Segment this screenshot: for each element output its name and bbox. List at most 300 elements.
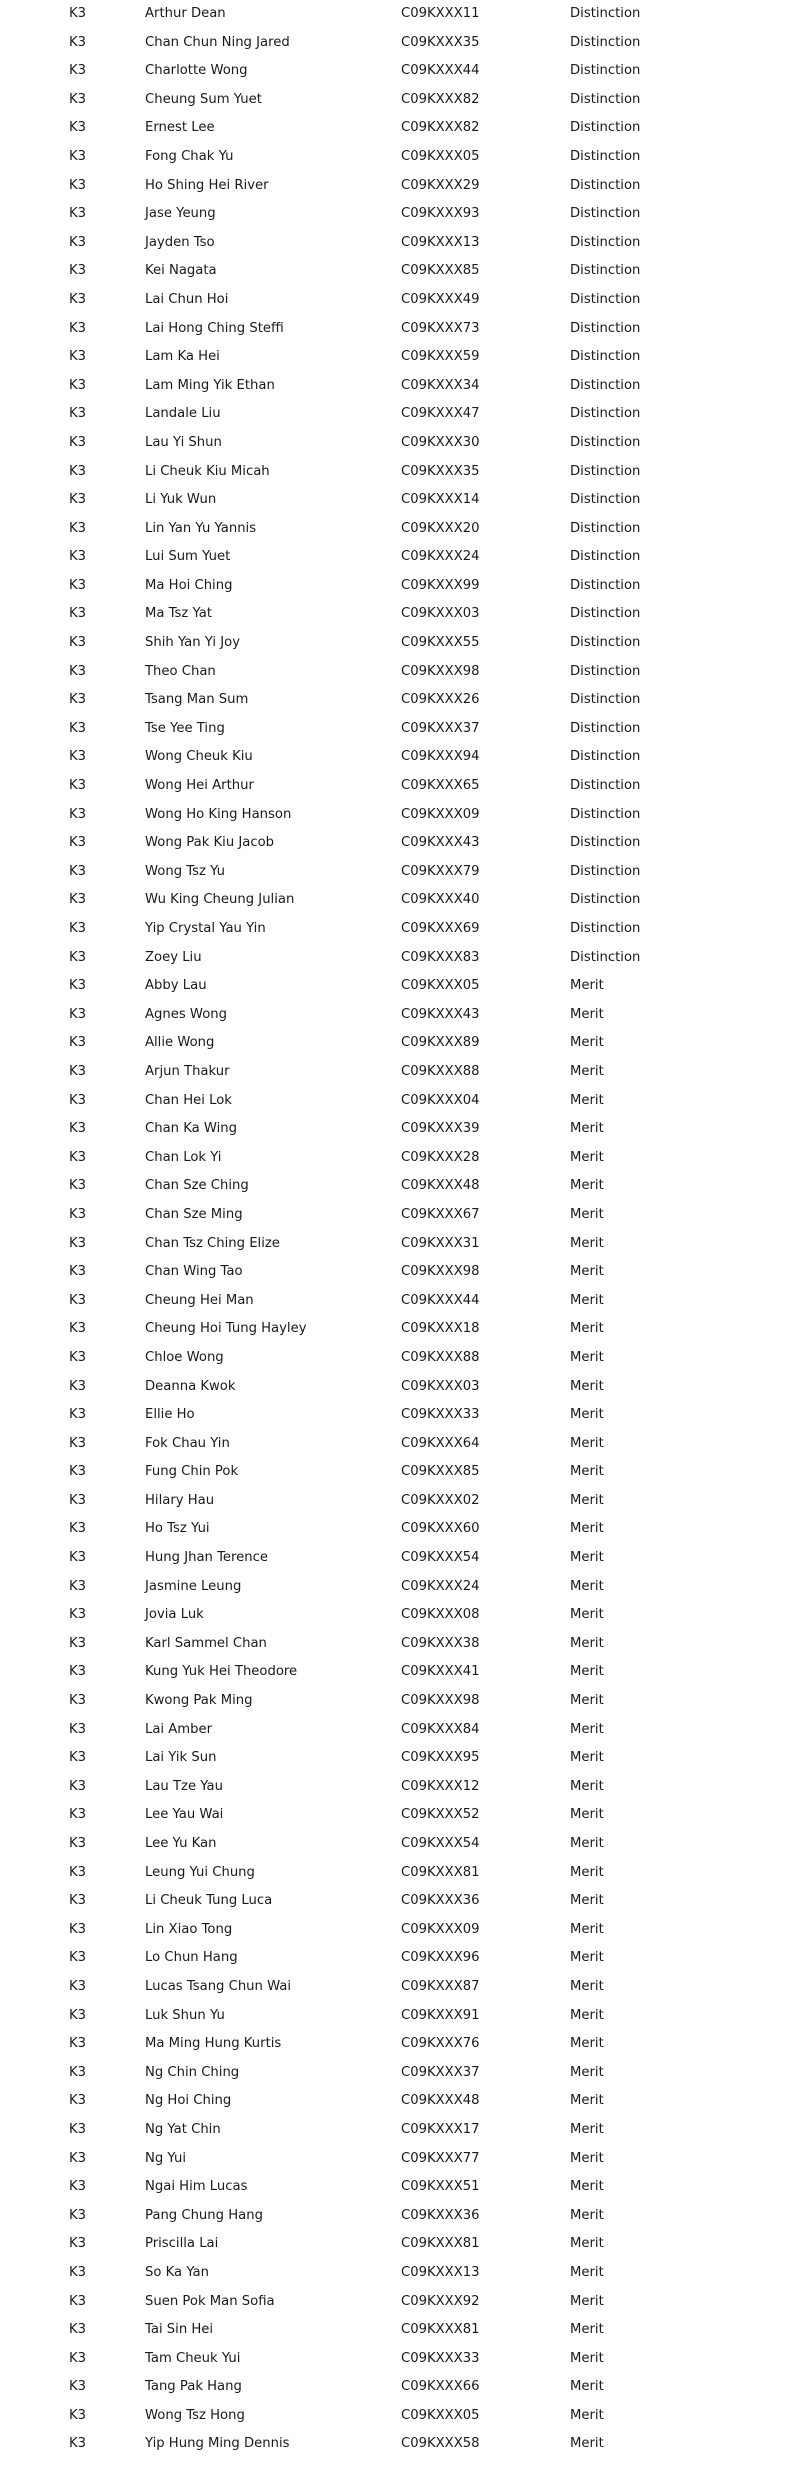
list-item: [0, 1887, 800, 1916]
row-candidate-id-cell: C09KXXX76: [401, 2036, 480, 2052]
row-class-cell: K3: [69, 1978, 87, 1994]
row-name-cell: Lai Amber: [145, 1721, 213, 1737]
row-award-cell: Distinction: [570, 91, 641, 107]
row-class-cell: K3: [69, 34, 87, 50]
row-candidate-id-cell: C09KXXX43: [401, 835, 480, 851]
row-class-cell: K3: [69, 921, 87, 936]
row-name-cell: Li Yuk Wun: [145, 492, 217, 508]
row-name-cell: Lee Yu Kan: [145, 1836, 217, 1851]
row-award-cell: Merit: [570, 1092, 604, 1108]
row-candidate-id-cell: C09KXXX89: [401, 1035, 480, 1051]
row-name-cell: Wu King Cheung Julian: [145, 892, 295, 908]
row-name-cell: Cheung Hoi Tung Hayley: [145, 1321, 307, 1337]
row-name-cell: Jase Yeung: [145, 206, 216, 222]
row-name-cell: Wong Cheuk Kiu: [145, 749, 253, 765]
list-item: [0, 114, 800, 143]
row-class-cell: K3: [69, 2379, 87, 2395]
row-candidate-id-cell: C09KXXX31: [401, 1235, 480, 1251]
row-class-cell: K3: [69, 1121, 87, 1137]
row-award-cell: Distinction: [570, 520, 641, 536]
row-name-cell: Ngai Him Lucas: [145, 2179, 248, 2195]
row-award-cell: Merit: [570, 1978, 604, 1994]
row-name-cell: Cheung Hei Man: [145, 1292, 254, 1308]
row-class-cell: K3: [69, 635, 87, 651]
row-name-cell: Chan Chun Ning Jared: [145, 34, 290, 50]
row-class-cell: K3: [69, 1206, 87, 1222]
list-item: [0, 2373, 800, 2402]
row-name-cell: Ng Yat Chin: [145, 2121, 221, 2137]
row-name-cell: Fung Chin Pok: [145, 1464, 239, 1480]
row-candidate-id-cell: C09KXXX49: [401, 291, 480, 307]
row-award-cell: Distinction: [570, 177, 641, 193]
row-award-cell: Merit: [570, 2264, 604, 2280]
row-candidate-id-cell: C09KXXX88: [401, 1063, 480, 1079]
row-name-cell: Priscilla Lai: [145, 2236, 219, 2252]
row-class-cell: K3: [69, 2121, 87, 2137]
list-item: [0, 2030, 800, 2059]
row-name-cell: Arthur Dean: [145, 6, 226, 21]
row-candidate-id-cell: C09KXXX39: [401, 1121, 480, 1137]
row-class-cell: K3: [69, 835, 87, 851]
row-award-cell: Merit: [570, 1778, 604, 1794]
row-candidate-id-cell: C09KXXX82: [401, 120, 480, 136]
list-item: [0, 2116, 800, 2145]
row-award-cell: Merit: [570, 1435, 604, 1451]
row-name-cell: Chan Wing Tao: [145, 1264, 243, 1280]
row-candidate-id-cell: C09KXXX05: [401, 148, 480, 164]
row-candidate-id-cell: C09KXXX69: [401, 921, 480, 936]
list-item: [0, 229, 800, 258]
row-candidate-id-cell: C09KXXX20: [401, 520, 480, 536]
row-class-cell: K3: [69, 949, 87, 965]
row-award-cell: Merit: [570, 1864, 604, 1880]
row-candidate-id-cell: C09KXXX37: [401, 2064, 480, 2080]
row-name-cell: Luk Shun Yu: [145, 2007, 225, 2023]
row-award-cell: Distinction: [570, 806, 641, 822]
list-item: [0, 1601, 800, 1630]
list-item: [0, 2087, 800, 2116]
row-name-cell: Ng Yui: [145, 2150, 186, 2166]
row-candidate-id-cell: C09KXXX47: [401, 406, 480, 422]
list-item: [0, 658, 800, 687]
row-name-cell: Lui Sum Yuet: [145, 549, 231, 565]
row-award-cell: Merit: [570, 1378, 604, 1394]
row-award-cell: Distinction: [570, 148, 641, 164]
row-candidate-id-cell: C09KXXX24: [401, 549, 480, 565]
row-award-cell: Merit: [570, 1950, 604, 1966]
row-class-cell: K3: [69, 263, 87, 279]
list-item: [0, 686, 800, 715]
row-class-cell: K3: [69, 663, 87, 679]
row-class-cell: K3: [69, 1349, 87, 1365]
row-candidate-id-cell: C09KXXX98: [401, 1693, 480, 1709]
row-award-cell: Merit: [570, 2207, 604, 2223]
row-candidate-id-cell: C09KXXX96: [401, 1950, 480, 1966]
row-name-cell: Lee Yau Wai: [145, 1807, 224, 1823]
row-award-cell: Distinction: [570, 291, 641, 307]
list-item: [0, 2059, 800, 2088]
row-candidate-id-cell: C09KXXX02: [401, 1492, 480, 1508]
row-award-cell: Distinction: [570, 320, 641, 336]
list-item: [0, 801, 800, 830]
list-item: [0, 1344, 800, 1373]
row-candidate-id-cell: C09KXXX35: [401, 463, 480, 479]
row-award-cell: Merit: [570, 1407, 604, 1423]
list-item: [0, 200, 800, 229]
row-candidate-id-cell: C09KXXX26: [401, 692, 480, 708]
row-class-cell: K3: [69, 577, 87, 593]
row-class-cell: K3: [69, 1550, 87, 1566]
row-award-cell: Merit: [570, 2093, 604, 2109]
row-name-cell: Ernest Lee: [145, 120, 215, 136]
row-award-cell: Distinction: [570, 34, 641, 50]
list-item: [0, 886, 800, 915]
row-name-cell: Landale Liu: [145, 406, 221, 422]
list-item: [0, 1258, 800, 1287]
row-name-cell: Jasmine Leung: [145, 1578, 242, 1594]
list-item: [0, 1916, 800, 1945]
row-class-cell: K3: [69, 2207, 87, 2223]
list-item: [0, 0, 800, 29]
row-name-cell: Suen Pok Man Sofia: [145, 2293, 275, 2309]
row-candidate-id-cell: C09KXXX37: [401, 720, 480, 736]
list-item: [0, 2345, 800, 2374]
list-item: [0, 772, 800, 801]
row-award-cell: Merit: [570, 1006, 604, 1022]
row-award-cell: Merit: [570, 2293, 604, 2309]
row-name-cell: Tse Yee Ting: [145, 720, 225, 736]
row-award-cell: Merit: [570, 2322, 604, 2338]
row-class-cell: K3: [69, 720, 87, 736]
row-name-cell: Li Cheuk Kiu Micah: [145, 463, 270, 479]
list-item: [0, 1573, 800, 1602]
row-award-cell: Distinction: [570, 949, 641, 965]
list-item: [0, 1201, 800, 1230]
row-award-cell: Distinction: [570, 434, 641, 450]
row-class-cell: K3: [69, 2064, 87, 2080]
list-item: [0, 1630, 800, 1659]
row-candidate-id-cell: C09KXXX65: [401, 778, 480, 794]
row-award-cell: Merit: [570, 1264, 604, 1280]
row-class-cell: K3: [69, 1778, 87, 1794]
list-item: [0, 1544, 800, 1573]
row-award-cell: Merit: [570, 2350, 604, 2366]
row-class-cell: K3: [69, 2436, 87, 2452]
row-name-cell: Deanna Kwok: [145, 1378, 236, 1394]
row-candidate-id-cell: C09KXXX82: [401, 91, 480, 107]
list-item: [0, 2288, 800, 2317]
list-item: [0, 286, 800, 315]
row-candidate-id-cell: C09KXXX66: [401, 2379, 480, 2395]
row-class-cell: K3: [69, 2236, 87, 2252]
row-name-cell: Wong Hei Arthur: [145, 778, 254, 794]
row-class-cell: K3: [69, 63, 87, 79]
row-award-cell: Merit: [570, 1035, 604, 1051]
row-class-cell: K3: [69, 2407, 87, 2423]
row-name-cell: Yip Hung Ming Dennis: [145, 2436, 290, 2452]
row-award-cell: Merit: [570, 2407, 604, 2423]
list-item: [0, 858, 800, 887]
row-class-cell: K3: [69, 492, 87, 508]
row-name-cell: Chan Sze Ming: [145, 1206, 243, 1222]
row-award-cell: Distinction: [570, 921, 641, 936]
row-award-cell: Distinction: [570, 63, 641, 79]
row-class-cell: K3: [69, 320, 87, 336]
row-award-cell: Merit: [570, 2007, 604, 2023]
row-class-cell: K3: [69, 1664, 87, 1680]
row-class-cell: K3: [69, 1893, 87, 1909]
row-class-cell: K3: [69, 1950, 87, 1966]
row-class-cell: K3: [69, 806, 87, 822]
row-class-cell: K3: [69, 291, 87, 307]
row-name-cell: Yip Crystal Yau Yin: [145, 921, 266, 936]
row-class-cell: K3: [69, 91, 87, 107]
list-item: [0, 1172, 800, 1201]
row-award-cell: Merit: [570, 1349, 604, 1365]
row-class-cell: K3: [69, 406, 87, 422]
row-award-cell: Distinction: [570, 577, 641, 593]
list-item: [0, 172, 800, 201]
row-candidate-id-cell: C09KXXX54: [401, 1550, 480, 1566]
row-award-cell: Merit: [570, 1836, 604, 1851]
row-class-cell: K3: [69, 434, 87, 450]
row-award-cell: Distinction: [570, 463, 641, 479]
row-name-cell: Leung Yui Chung: [145, 1864, 255, 1880]
row-class-cell: K3: [69, 978, 87, 994]
list-item: [0, 1859, 800, 1888]
row-candidate-id-cell: C09KXXX98: [401, 663, 480, 679]
row-class-cell: K3: [69, 349, 87, 365]
list-item: [0, 1773, 800, 1802]
row-name-cell: Jovia Luk: [145, 1607, 204, 1623]
list-item: [0, 1744, 800, 1773]
row-name-cell: Wong Ho King Hanson: [145, 806, 292, 822]
row-class-cell: K3: [69, 177, 87, 193]
row-name-cell: Kei Nagata: [145, 263, 217, 279]
row-name-cell: Hilary Hau: [145, 1492, 215, 1508]
row-class-cell: K3: [69, 520, 87, 536]
list-item: [0, 829, 800, 858]
row-award-cell: Merit: [570, 1149, 604, 1165]
list-item: [0, 400, 800, 429]
list-item: [0, 2145, 800, 2174]
row-candidate-id-cell: C09KXXX94: [401, 749, 480, 765]
row-candidate-id-cell: C09KXXX08: [401, 1607, 480, 1623]
row-award-cell: Distinction: [570, 120, 641, 136]
row-award-cell: Merit: [570, 1292, 604, 1308]
list-item: [0, 972, 800, 1001]
row-name-cell: Ho Tsz Yui: [145, 1521, 210, 1537]
row-candidate-id-cell: C09KXXX95: [401, 1750, 480, 1766]
row-name-cell: Ho Shing Hei River: [145, 177, 269, 193]
row-candidate-id-cell: C09KXXX40: [401, 892, 480, 908]
row-candidate-id-cell: C09KXXX05: [401, 2407, 480, 2423]
row-award-cell: Merit: [570, 1807, 604, 1823]
row-class-cell: K3: [69, 1521, 87, 1537]
row-award-cell: Merit: [570, 1750, 604, 1766]
row-candidate-id-cell: C09KXXX17: [401, 2121, 480, 2137]
row-award-cell: Merit: [570, 1635, 604, 1651]
row-name-cell: Wong Tsz Yu: [145, 863, 226, 879]
row-class-cell: K3: [69, 148, 87, 164]
row-candidate-id-cell: C09KXXX83: [401, 949, 480, 965]
row-award-cell: Merit: [570, 1206, 604, 1222]
row-class-cell: K3: [69, 120, 87, 136]
row-candidate-id-cell: C09KXXX38: [401, 1635, 480, 1651]
row-award-cell: Merit: [570, 1321, 604, 1337]
row-award-cell: Merit: [570, 2436, 604, 2452]
row-candidate-id-cell: C09KXXX09: [401, 806, 480, 822]
row-class-cell: K3: [69, 2007, 87, 2023]
list-item: [0, 515, 800, 544]
row-name-cell: Chan Hei Lok: [145, 1092, 232, 1108]
row-class-cell: K3: [69, 549, 87, 565]
row-name-cell: Chan Sze Ching: [145, 1178, 249, 1194]
list-item: [0, 315, 800, 344]
row-class-cell: K3: [69, 1693, 87, 1709]
list-item: [0, 1944, 800, 1973]
row-candidate-id-cell: C09KXXX79: [401, 863, 480, 879]
row-name-cell: Lam Ming Yik Ethan: [145, 377, 275, 393]
row-award-cell: Distinction: [570, 692, 641, 708]
row-award-cell: Merit: [570, 1178, 604, 1194]
row-candidate-id-cell: C09KXXX99: [401, 577, 480, 593]
row-candidate-id-cell: C09KXXX24: [401, 1578, 480, 1594]
row-candidate-id-cell: C09KXXX73: [401, 320, 480, 336]
list-item: [0, 543, 800, 572]
row-award-cell: Merit: [570, 1578, 604, 1594]
row-class-cell: K3: [69, 1035, 87, 1051]
row-candidate-id-cell: C09KXXX13: [401, 2264, 480, 2280]
list-item: [0, 1230, 800, 1259]
row-award-cell: Distinction: [570, 749, 641, 765]
row-name-cell: Ng Hoi Ching: [145, 2093, 232, 2109]
row-award-cell: Merit: [570, 2121, 604, 2137]
row-award-cell: Distinction: [570, 635, 641, 651]
list-item: [0, 1658, 800, 1687]
row-candidate-id-cell: C09KXXX44: [401, 1292, 480, 1308]
row-award-cell: Distinction: [570, 663, 641, 679]
row-name-cell: Ma Ming Hung Kurtis: [145, 2036, 282, 2052]
row-award-cell: Merit: [570, 1721, 604, 1737]
list-item: [0, 86, 800, 115]
row-candidate-id-cell: C09KXXX91: [401, 2007, 480, 2023]
row-award-cell: Distinction: [570, 863, 641, 879]
row-candidate-id-cell: C09KXXX33: [401, 2350, 480, 2366]
row-class-cell: K3: [69, 2093, 87, 2109]
row-name-cell: Lau Yi Shun: [145, 434, 222, 450]
list-item: [0, 1801, 800, 1830]
row-name-cell: Wong Pak Kiu Jacob: [145, 835, 275, 851]
list-item: [0, 1373, 800, 1402]
row-name-cell: Jayden Tso: [145, 234, 215, 250]
row-candidate-id-cell: C09KXXX81: [401, 1864, 480, 1880]
row-award-cell: Merit: [570, 1664, 604, 1680]
row-candidate-id-cell: C09KXXX67: [401, 1206, 480, 1222]
row-class-cell: K3: [69, 1092, 87, 1108]
list-item: [0, 1430, 800, 1459]
list-item: [0, 2202, 800, 2231]
row-candidate-id-cell: C09KXXX84: [401, 1721, 480, 1737]
row-class-cell: K3: [69, 1836, 87, 1851]
row-name-cell: Lucas Tsang Chun Wai: [145, 1978, 292, 1994]
row-candidate-id-cell: C09KXXX55: [401, 635, 480, 651]
list-item: [0, 2230, 800, 2259]
row-name-cell: Fok Chau Yin: [145, 1435, 230, 1451]
row-class-cell: K3: [69, 1721, 87, 1737]
row-award-cell: Merit: [570, 2150, 604, 2166]
row-name-cell: Pang Chung Hang: [145, 2207, 263, 2223]
list-item: [0, 743, 800, 772]
row-candidate-id-cell: C09KXXX85: [401, 1464, 480, 1480]
row-class-cell: K3: [69, 1235, 87, 1251]
list-item: [0, 29, 800, 58]
list-item: [0, 257, 800, 286]
row-name-cell: Ng Chin Ching: [145, 2064, 240, 2080]
row-candidate-id-cell: C09KXXX35: [401, 34, 480, 50]
list-item: [0, 2002, 800, 2031]
row-name-cell: Li Cheuk Tung Luca: [145, 1893, 273, 1909]
list-item: [0, 2259, 800, 2288]
row-candidate-id-cell: C09KXXX59: [401, 349, 480, 365]
row-name-cell: Charlotte Wong: [145, 63, 248, 79]
list-item: [0, 2316, 800, 2345]
list-item: [0, 1487, 800, 1516]
row-class-cell: K3: [69, 749, 87, 765]
row-candidate-id-cell: C09KXXX88: [401, 1349, 480, 1365]
row-class-cell: K3: [69, 778, 87, 794]
row-name-cell: Lai Hong Ching Steffi: [145, 320, 284, 336]
row-class-cell: K3: [69, 1750, 87, 1766]
row-class-cell: K3: [69, 2179, 87, 2195]
row-class-cell: K3: [69, 1921, 87, 1937]
list-item: [0, 572, 800, 601]
row-candidate-id-cell: C09KXXX18: [401, 1321, 480, 1337]
row-award-cell: Distinction: [570, 606, 641, 622]
row-name-cell: Tam Cheuk Yui: [145, 2350, 241, 2366]
row-candidate-id-cell: C09KXXX98: [401, 1264, 480, 1280]
list-item: [0, 629, 800, 658]
row-award-cell: Merit: [570, 1063, 604, 1079]
row-class-cell: K3: [69, 2293, 87, 2309]
list-item: [0, 143, 800, 172]
row-class-cell: K3: [69, 892, 87, 908]
row-award-cell: Distinction: [570, 549, 641, 565]
row-name-cell: Chloe Wong: [145, 1349, 224, 1365]
row-candidate-id-cell: C09KXXX13: [401, 234, 480, 250]
row-award-cell: Merit: [570, 1693, 604, 1709]
list-item: [0, 2402, 800, 2431]
row-award-cell: Merit: [570, 1464, 604, 1480]
row-candidate-id-cell: C09KXXX03: [401, 606, 480, 622]
row-candidate-id-cell: C09KXXX03: [401, 1378, 480, 1394]
row-class-cell: K3: [69, 2036, 87, 2052]
list-item: [0, 2173, 800, 2202]
row-award-cell: Merit: [570, 2064, 604, 2080]
list-item: [0, 57, 800, 86]
row-name-cell: Kwong Pak Ming: [145, 1693, 253, 1709]
list-item: [0, 486, 800, 515]
list-item: [0, 458, 800, 487]
list-item: [0, 1687, 800, 1716]
row-name-cell: Lai Yik Sun: [145, 1750, 217, 1766]
row-candidate-id-cell: C09KXXX48: [401, 1178, 480, 1194]
list-item: [0, 1144, 800, 1173]
row-candidate-id-cell: C09KXXX51: [401, 2179, 480, 2195]
row-class-cell: K3: [69, 1607, 87, 1623]
row-award-cell: Distinction: [570, 206, 641, 222]
row-candidate-id-cell: C09KXXX14: [401, 492, 480, 508]
